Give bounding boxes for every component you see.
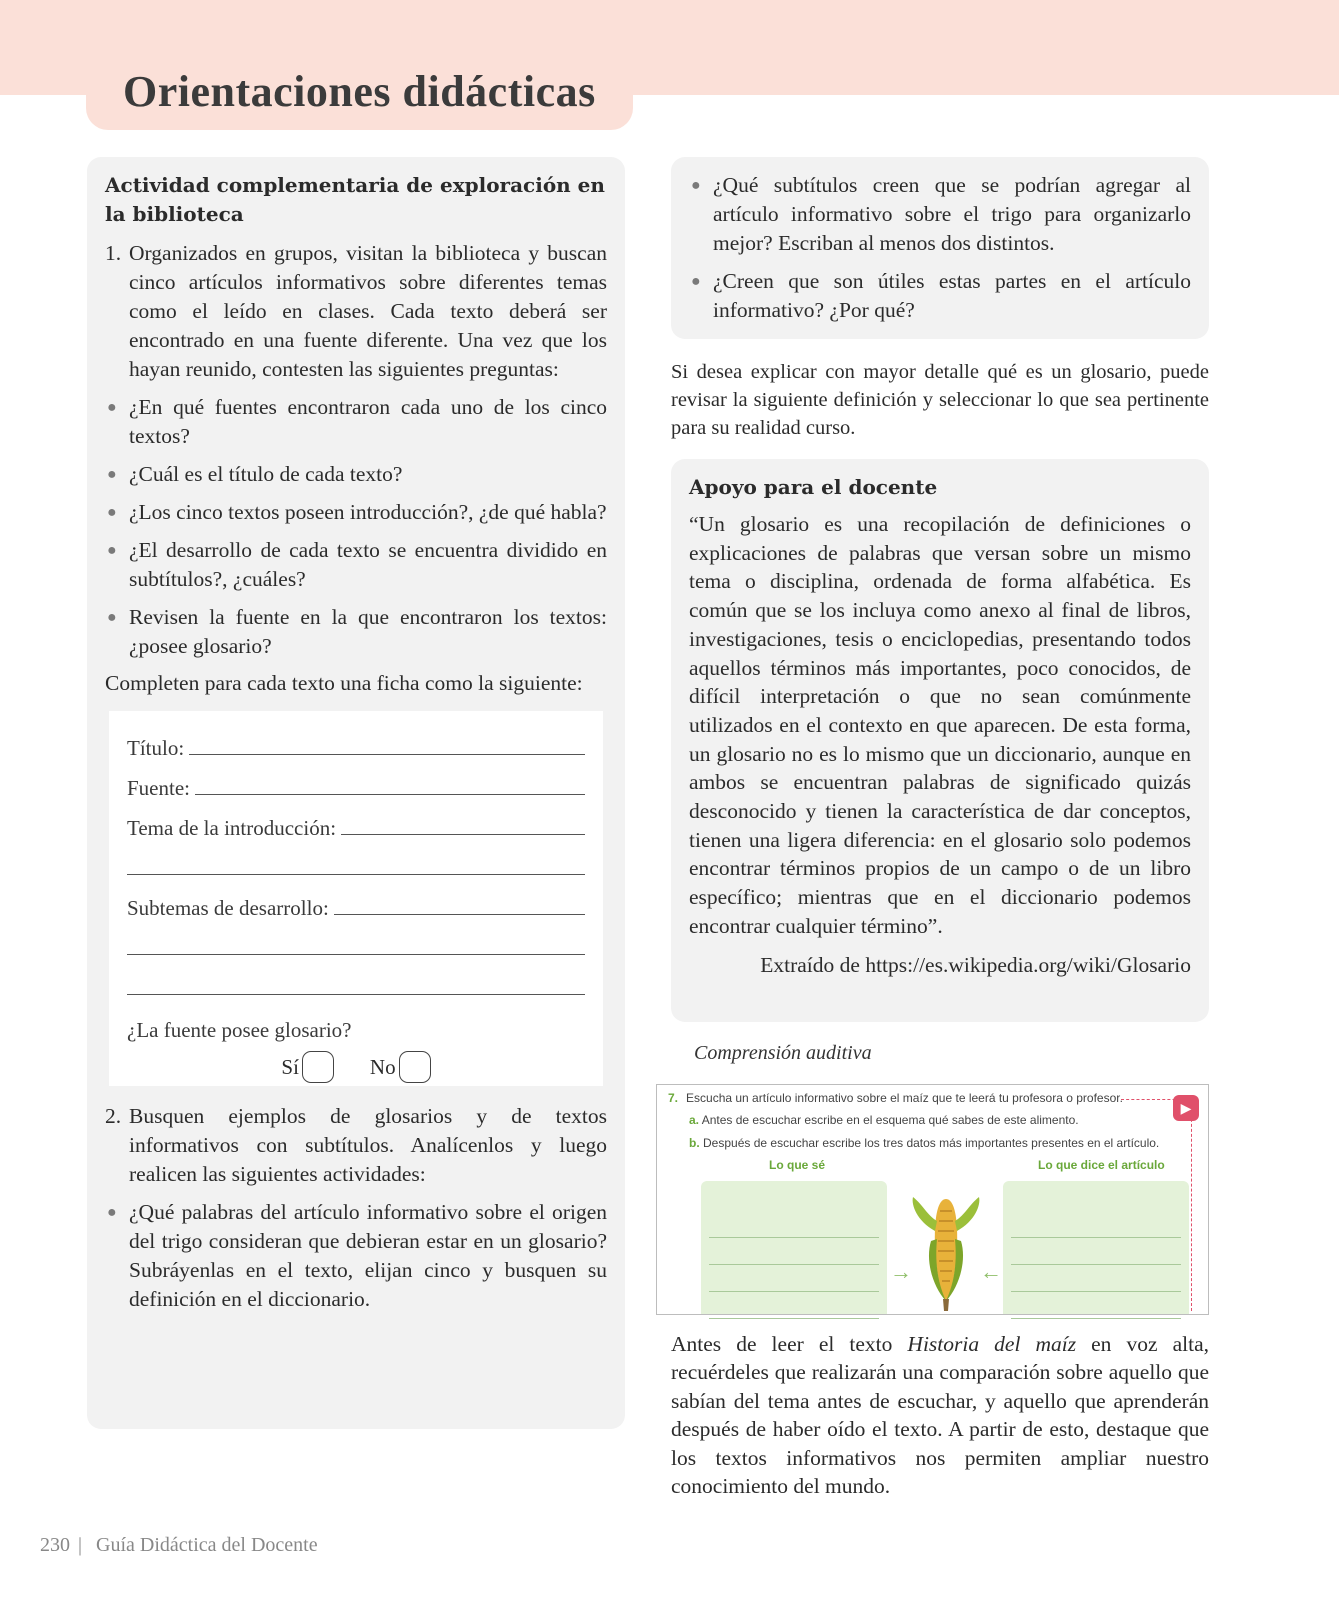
yes-checkbox[interactable] [302, 1051, 334, 1083]
page-number: 230 [40, 1534, 70, 1556]
closing-paragraph: Antes de leer el texto Historia del maíz en voz alta, recuérdeles que realizarán una comparación sobre aquello que sabían del tema antes de escuchar, y aquello que aprenderán después de haber oído el texto. A partir de esto, destaque que los textos informativos nos permiten ampliar nuestro conocimiento del mundo. [671, 1332, 1209, 1499]
column-header-known: Lo que sé [769, 1158, 826, 1172]
glossary-quote: “Un glosario es una recopilación de definiciones o explicaciones de palabras que versan sobre un mismo tema o disciplina, ordenada de forma alfabética. Es común que se los incluya como anexo al final de libros, investigaciones, tesis o enciclopedias, presentando todos aquellos términos más importantes, poco conocidos, de difícil interpretación o que no sean comúnmente utilizados en el contexto en que aparecen. De esta forma, un glosario no es lo mismo que un diccionario, aunque en ambos se encuentran palabras de significado quizás desconocido y tienen la característica de dar conceptos, tienen una ligera diferencia: en el glosario solo podemos encontrar términos propios de un campo o de un libro específico; mientras que en el diccionario podemos encontrar cualquier término”. [689, 512, 1191, 938]
corn-icon [907, 1191, 985, 1313]
intro-topic-field: Tema de la introducción: [127, 801, 585, 841]
quote-source: Extraído de https://es.wikipedia.org/wiki/Glosario [760, 952, 1191, 977]
list-item: ● ¿Creen que son útiles estas partes en el artículo informativo? ¿Por qué? [689, 267, 1191, 325]
bullet-icon: ● [107, 1204, 117, 1221]
item-text: Busquen ejemplos de glosarios y de textos informativos con subtítulos. Analícenlos y luego realicen las siguientes actividades: [129, 1104, 607, 1186]
title-line[interactable] [189, 754, 585, 755]
subtopics-line-2[interactable] [127, 954, 585, 955]
listening-activity-figure [656, 1084, 1209, 1315]
intro-topic-line-2[interactable] [127, 874, 585, 875]
no-option: No [370, 1051, 431, 1083]
footer-label: Guía Didáctica del Docente [96, 1534, 318, 1556]
yes-no-options [127, 1051, 585, 1083]
activity-instruction: 7. Escucha un artículo informativo sobre el maíz que te leerá tu profesora o profesor. [668, 1091, 1123, 1105]
list-item: ● ¿Los cinco textos poseen introducción?, ¿de qué habla? [105, 498, 607, 527]
subtopics-line[interactable] [334, 914, 585, 915]
bullet-icon: ● [107, 466, 117, 483]
intro-topic-line[interactable] [341, 834, 585, 835]
bullet-icon: ● [107, 609, 117, 626]
teacher-support-box [671, 459, 1209, 1022]
activity-continuation-box [671, 157, 1209, 339]
title-field: Título: [127, 721, 585, 761]
left-arrow-icon: ← [980, 1259, 1002, 1284]
source-line[interactable] [195, 794, 585, 795]
source-field: Fuente: [127, 761, 585, 801]
audio-icon[interactable]: ▶ [1173, 1095, 1199, 1121]
right-arrow-icon: → [890, 1259, 912, 1284]
list-item: ● ¿El desarrollo de cada texto se encuentra dividido en subtítulos?, ¿cuáles? [105, 536, 607, 594]
complete-text: Completen para cada texto una ficha como la siguiente: [105, 671, 583, 695]
support-heading: Apoyo para el docente [689, 475, 938, 499]
bullet-icon: ● [107, 542, 117, 559]
yes-option: Sí [281, 1051, 334, 1083]
known-panel[interactable] [701, 1181, 887, 1314]
no-checkbox[interactable] [399, 1051, 431, 1083]
numbered-item [105, 239, 607, 384]
list-item: ● Revisen la fuente en la que encontraron los textos: ¿posee glosario? [105, 603, 607, 661]
list-item: ● ¿En qué fuentes encontraron cada uno de los cinco textos? [105, 393, 607, 451]
bullet-icon: ● [691, 177, 701, 194]
activity-heading: Actividad complementaria de exploración en la biblioteca [105, 173, 605, 226]
footer-separator: | [78, 1534, 83, 1556]
glossary-question: ¿La fuente posee glosario? [127, 1018, 352, 1042]
list-item: ● ¿Cuál es el título de cada texto? [105, 460, 607, 489]
list-item: ● ¿Qué palabras del artículo informativo sobre el origen del trigo consideran que debieran estar en un glosario? Subráyenlas en el texto, elijan cinco y busquen su definición en el diccionario. [105, 1198, 607, 1314]
book-title: Historia del maíz [907, 1332, 1077, 1356]
intro-topic-extra [127, 841, 585, 881]
activity-box [87, 157, 625, 1429]
list-item: ● ¿Qué subtítulos creen que se podrían agregar al artículo informativo sobre el trigo para organizarlo mejor? Escriban al menos dos distintos. [689, 171, 1191, 258]
glossary-paragraph: Si desea explicar con mayor detalle qué es un glosario, puede revisar la siguiente definición y seleccionar lo que sea pertinente para su realidad curso. [671, 361, 1209, 439]
activity-step-b: b. Después de escuchar escribe los tres datos más importantes presentes en el artículo. [689, 1136, 1160, 1150]
item-text: Organizados en grupos, visitan la biblioteca y buscan cinco artículos informativos sobre diferentes temas como el leído en clases. Cada texto deberá ser encontrado en una fuente diferente. Una vez que los hayan reunido, contesten las siguientes preguntas: [129, 241, 607, 381]
bullet-icon: ● [691, 273, 701, 290]
page-footer [40, 1534, 318, 1557]
column-header-article: Lo que dice el artículo [1038, 1158, 1165, 1172]
bullet-icon: ● [107, 399, 117, 416]
figure-caption: Comprensión auditiva [694, 1042, 872, 1064]
subtopics-line-3[interactable] [127, 994, 585, 995]
article-panel[interactable] [1003, 1181, 1189, 1314]
bullet-icon: ● [107, 504, 117, 521]
page-title: Orientaciones didácticas [123, 67, 596, 116]
record-card [109, 711, 603, 1086]
item-number: 2. [105, 1104, 122, 1128]
subtopics-extra [127, 961, 585, 1001]
subtopics-extra [127, 921, 585, 961]
subtopics-field: Subtemas de desarrollo: [127, 881, 585, 921]
activity-step-a: a. Antes de escuchar escribe en el esquema qué sabes de este alimento. [689, 1113, 1079, 1127]
dashed-border [1191, 1099, 1192, 1311]
item-number: 1. [105, 241, 122, 265]
numbered-item [105, 1102, 607, 1189]
